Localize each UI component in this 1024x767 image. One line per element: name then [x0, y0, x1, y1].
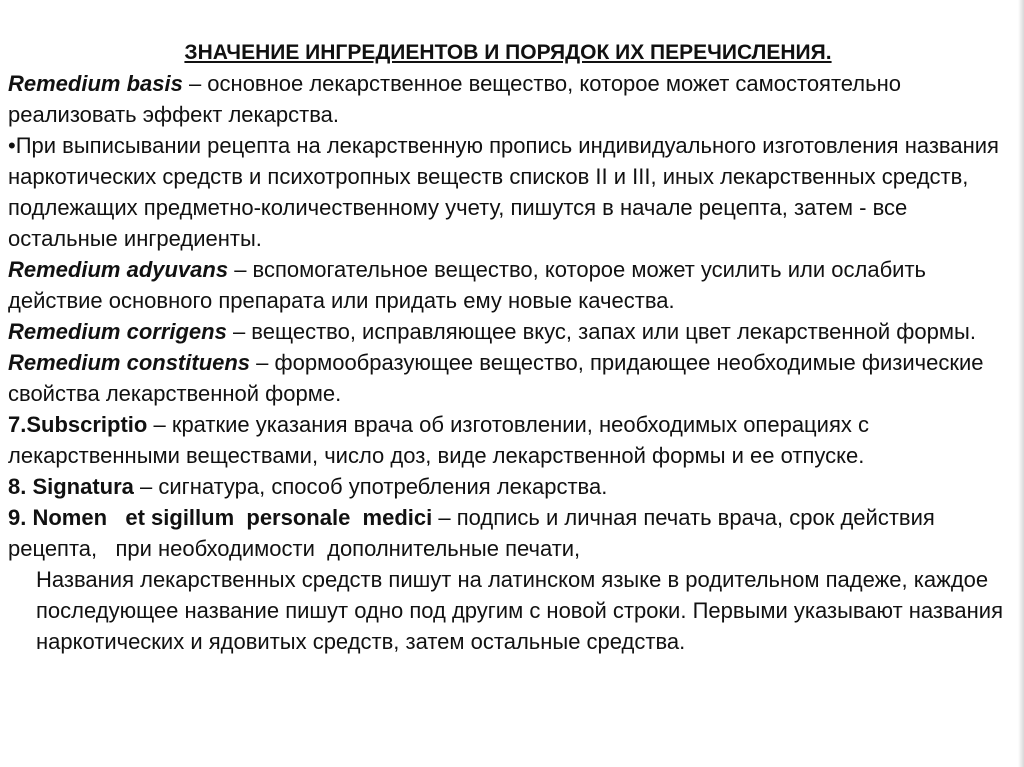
paragraph-remedium-corrigens: [8, 316, 1008, 347]
definition-nomen: – подпись и личная печать врача, срок действия рецепта, при необходимости дополнительные печати,: [8, 505, 941, 561]
term-signatura: 8. Signatura: [8, 474, 134, 499]
definition-remedium-corrigens: – вещество, исправляющее вкус, запах или цвет лекарственной формы.: [226, 319, 976, 344]
paragraph-drug-names: Названия лекарственных средств пишут на латинском языке в родительном падеже, каждое последующее название пишут одно под другим с новой строки. Первыми указывают названия наркотических и ядовитых средств, затем остальные средства.: [36, 567, 1004, 654]
definition-remedium-adyuvans: – вспомогательное вещество, которое может усилить или ослабить действие основного препарата или придать ему новые качества.: [8, 257, 926, 313]
term-remedium-adyuvans: Remedium adyuvans: [8, 257, 229, 282]
slide-edge-shadow: [1018, 0, 1024, 767]
paragraph-remedium-basis: [8, 68, 1008, 130]
term-nomen: 9. Nomen et sigillum personale medici: [8, 505, 433, 530]
slide-content: [8, 37, 1008, 657]
slide-title: ЗНАЧЕНИЕ ИНГРЕДИЕНТОВ И ПОРЯДОК ИХ ПЕРЕЧИСЛЕНИЯ.: [184, 41, 832, 64]
paragraph-subscriptio: [8, 409, 1008, 471]
term-remedium-basis: Remedium basis: [8, 71, 183, 96]
paragraph-remedium-constituens: [8, 347, 1008, 409]
paragraph-nomen: [8, 502, 1008, 564]
term-remedium-constituens: Remedium constituens: [8, 350, 251, 375]
definition-subscriptio: – краткие указания врача об изготовлении, необходимых операциях с лекарственными веществами, число доз, виде лекарственной формы и ее отпуске.: [8, 412, 869, 468]
paragraph-prescription-rule: •При выписывании рецепта на лекарственную пропись индивидуального изготовления названия наркотических средств и психотропных веществ списков II и III, иных лекарственных средств, подлежащих предметно-количественному учету, пишутся в начале рецепта, затем - все остальные ингредиенты.: [8, 133, 999, 251]
term-subscriptio: 7.Subscriptio: [8, 412, 148, 437]
term-remedium-corrigens: Remedium corrigens: [8, 319, 227, 344]
definition-remedium-constituens: – формообразующее вещество, придающее необходимые физические свойства лекарственной форме.: [8, 350, 984, 406]
paragraph-remedium-adyuvans: [8, 254, 1008, 316]
paragraph-signatura: [8, 471, 1008, 502]
definition-remedium-basis: – основное лекарственное вещество, которое может самостоятельно реализовать эффект лекарства.: [8, 71, 901, 127]
definition-signatura: – сигнатура, способ употребления лекарства.: [133, 474, 608, 499]
